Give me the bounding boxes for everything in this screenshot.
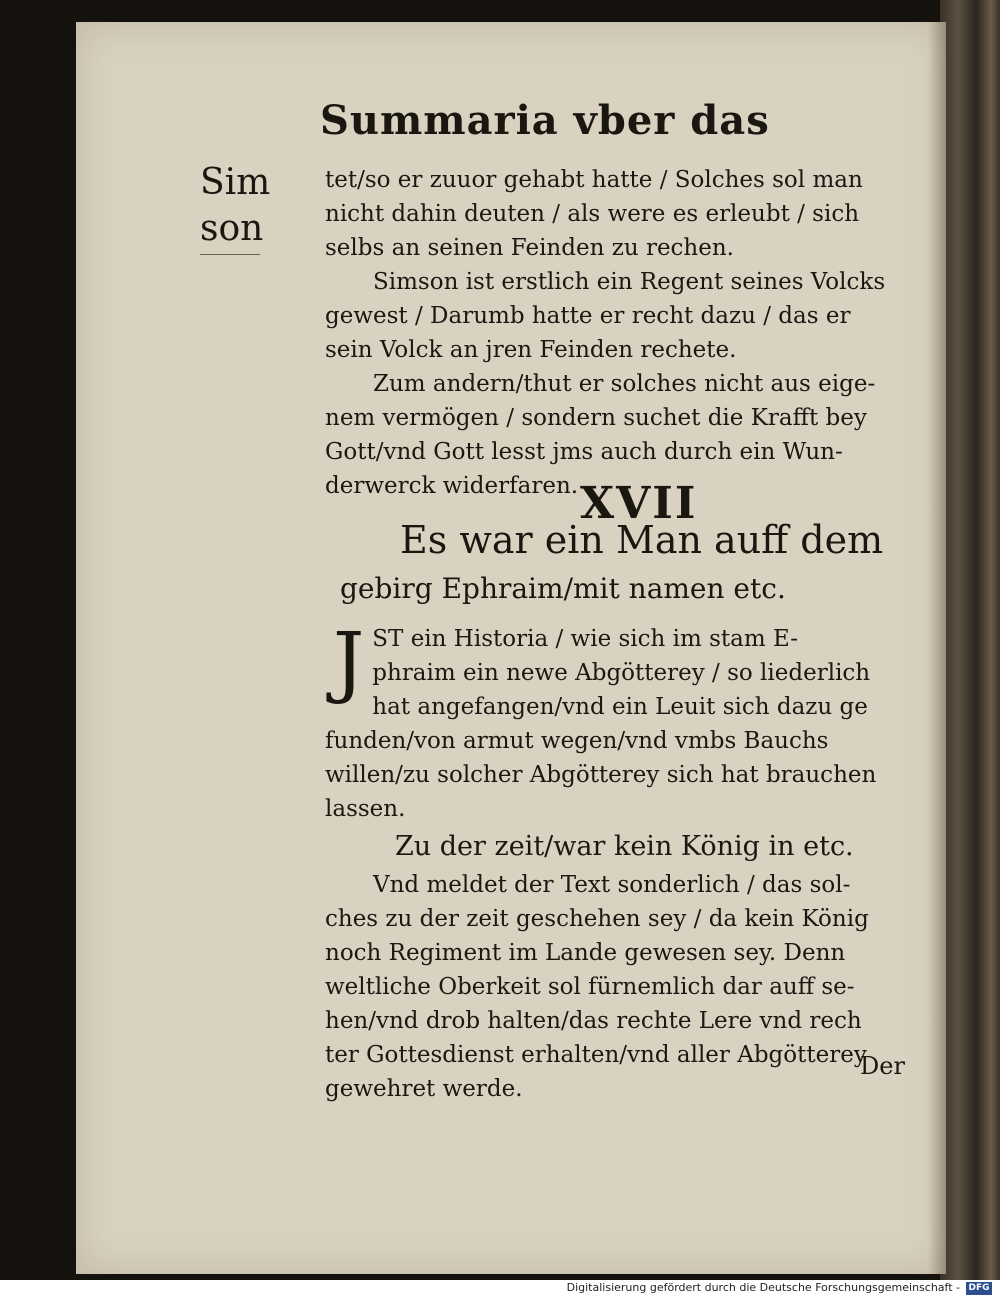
text-line: ches zu der zeit geschehen sey / da kein König <box>325 906 869 932</box>
text-line: gewehret werde. <box>325 1076 523 1102</box>
text-line: nicht dahin deuten / als were es erleubt / sich <box>325 201 860 227</box>
text-line: Zum andern/thut er solches nicht aus eige- <box>373 371 876 397</box>
text-line: noch Regiment im Lande gewesen sey. Denn <box>325 940 846 966</box>
drop-cap-initial: J <box>333 617 365 707</box>
book-edge <box>940 0 1000 1280</box>
text-line: hat angefangen/vnd ein Leuit sich dazu ge <box>372 694 868 720</box>
catchword: Der <box>860 1052 905 1080</box>
marginal-note <box>200 160 300 255</box>
paragraph <box>325 617 925 826</box>
text-line: selbs an seinen Feinden zu rechen. <box>325 235 734 261</box>
paragraph <box>325 868 925 1106</box>
text-line: tet/so er zuuor gehabt hatte / Solches sol man <box>325 167 863 193</box>
chapter-heading: Es war ein Man auff dem <box>400 518 884 562</box>
text-line: nem vermögen / sondern suchet die Krafft bey <box>325 405 867 431</box>
text-line: Vnd meldet der Text sonderlich / das sol- <box>373 872 851 898</box>
text-block-summary <box>325 163 925 503</box>
section-subheading: Zu der zeit/war kein König in etc. <box>395 831 854 862</box>
dfg-logo-icon: DFG <box>966 1282 992 1295</box>
chapter-subheading: gebirg Ephraim/mit namen etc. <box>340 572 786 605</box>
text-line: phraim ein newe Abgötterey / so liederlich <box>372 660 871 686</box>
page-shadow <box>928 22 946 1274</box>
running-head: Summaria vber das <box>320 97 770 144</box>
text-line: funden/von armut wegen/vnd vmbs Bauchs <box>325 728 829 754</box>
chapter-number: XVII <box>580 478 698 529</box>
paragraph <box>325 163 925 503</box>
text-line: Simson ist erstlich ein Regent seines Volcks <box>373 269 886 295</box>
text-line: hen/vnd drob halten/das rechte Lere vnd rech <box>325 1008 862 1034</box>
footer-bar <box>0 1280 1000 1297</box>
marginal-rule <box>200 254 260 255</box>
text-line: lassen. <box>325 796 406 822</box>
marginal-note-line: Sim <box>200 162 271 203</box>
footer-credit: Digitalisierung gefördert durch die Deutsche Forschungsgemeinschaft - <box>566 1281 960 1294</box>
marginal-note-line: son <box>200 208 264 249</box>
text-line: gewest / Darumb hatte er recht dazu / das er <box>325 303 851 329</box>
text-line: ST ein Historia / wie sich im stam E- <box>372 626 798 652</box>
text-line: weltliche Oberkeit sol fürnemlich dar auff se- <box>325 974 855 1000</box>
text-line: sein Volck an jren Feinden rechete. <box>325 337 737 363</box>
text-line: ter Gottesdienst erhalten/vnd aller Abgötterey <box>325 1042 867 1068</box>
text-line: Gott/vnd Gott lesst jms auch durch ein Wun- <box>325 439 843 465</box>
text-line: willen/zu solcher Abgötterey sich hat brauchen <box>325 762 877 788</box>
text-block-commentary <box>325 617 925 1106</box>
text-line: derwerck widerfaren. <box>325 473 579 499</box>
